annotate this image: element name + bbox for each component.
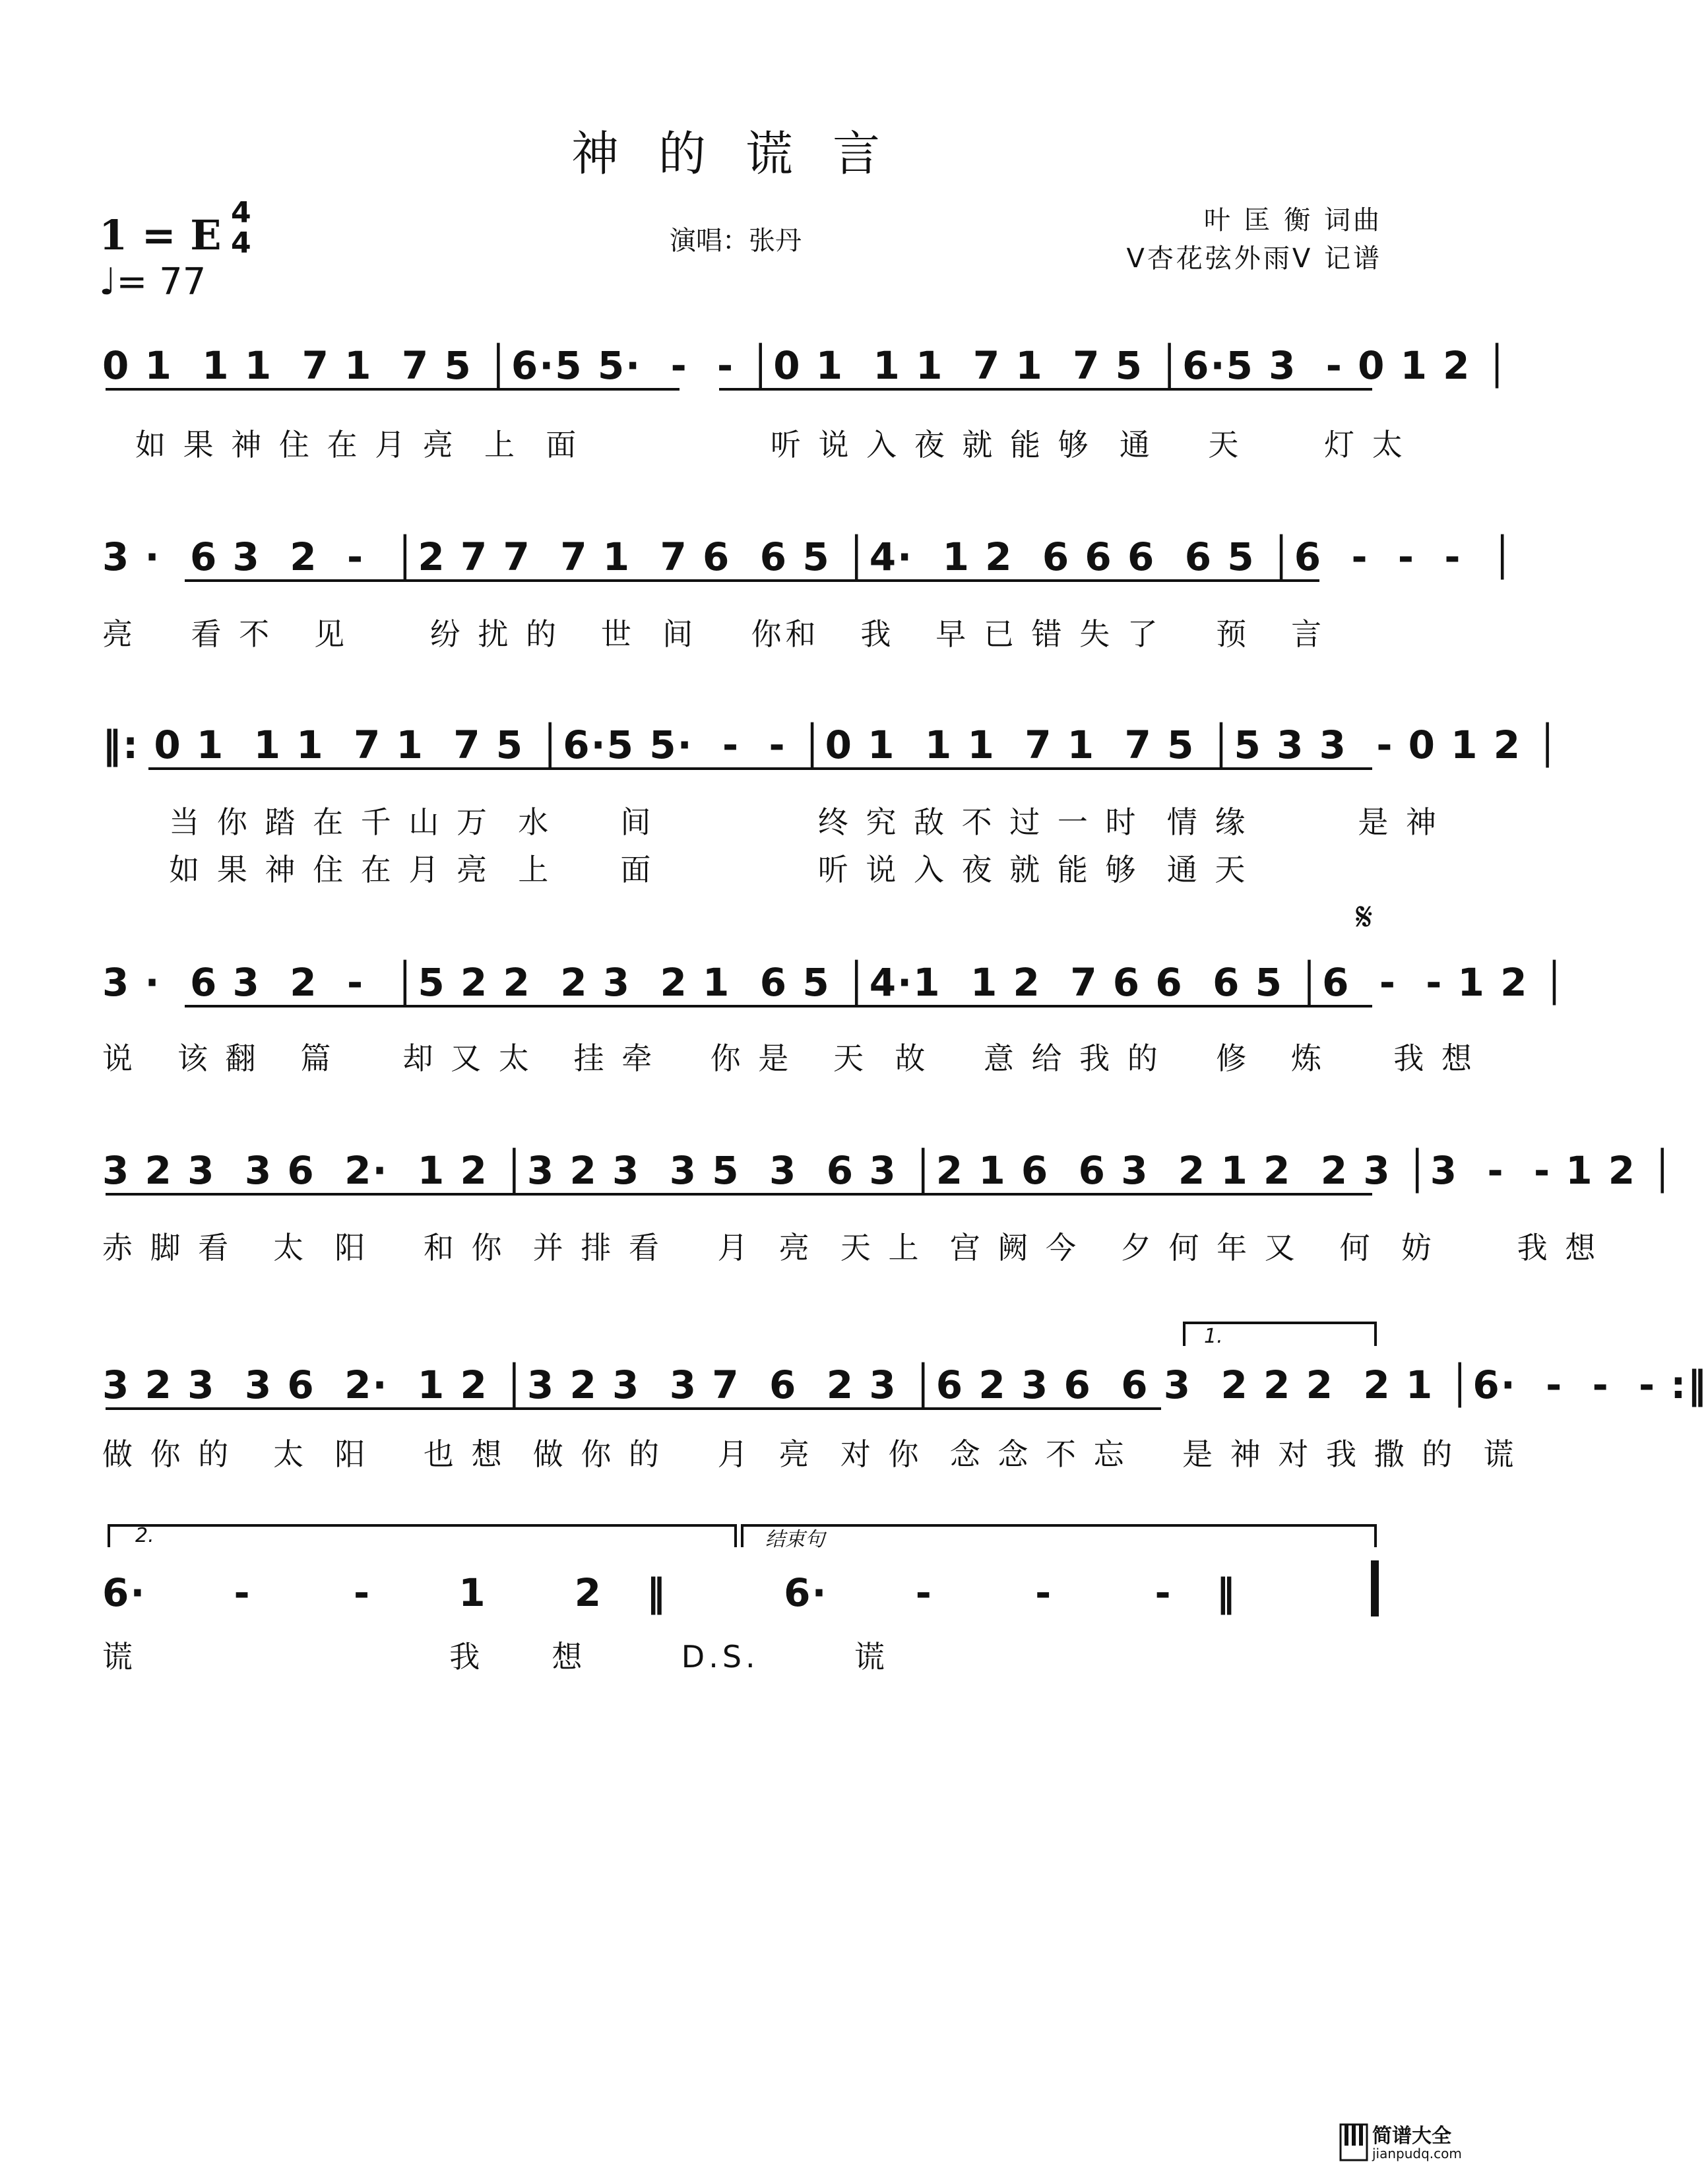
lyrics-row-1: 如 果 神 住 在 月 亮 上 面 听 说 入 夜 就 能 够 通 天 灯 太 xyxy=(135,427,1407,463)
time-signature-top: 4 xyxy=(231,196,251,230)
notation-row-7: 6· - - 1 2 ‖ 6· - - - ‖ xyxy=(102,1570,1237,1615)
coda-bracket xyxy=(742,1525,1376,1547)
second-ending-label: 2. xyxy=(135,1524,154,1547)
lyrics-row-7: 谎 我 想 D.S. 谎 xyxy=(102,1639,889,1675)
notation-row-1: 0 1 1 1 7 1 7 5 │6·5 5· - - │0 1 1 1 7 1 7 5 │6·5 3 - 0 1 2 │ xyxy=(102,343,1510,388)
tempo-marking: ♩= 77 xyxy=(99,261,206,304)
lyrics-row-4: 说 该 翻 篇 却 又 太 挂 牵 你 是 天 故 意 给 我 的 修 炼 我 想 xyxy=(102,1040,1476,1076)
lyrics-row-2: 亮 看 不 见 纷 扰 的 世 间 你和 我 早 已 错 失 了 预 言 xyxy=(102,616,1326,652)
logo-url: jianpudq.com xyxy=(1372,2146,1462,2161)
piano-icon xyxy=(1339,2123,1368,2163)
time-signature-bottom: 4 xyxy=(231,226,251,260)
composer: 叶 匡 衡 词曲 xyxy=(1203,205,1382,236)
notation-row-6: 3 2 3 3 6 2· 1 2 │3 2 3 3 7 6 2 3 │6 2 3 6 6 3 2 2 2 2 1 │6· - - - :‖ xyxy=(102,1362,1708,1407)
notation-row-4: 3 · 6 3 2 - │5 2 2 2 3 2 1 6 5 │4·1 1 2 7 6 6 6 5 │6 - - 1 2 │ xyxy=(102,960,1567,1005)
site-logo xyxy=(1339,2118,1481,2167)
segno-sign: 𝄋 xyxy=(1356,894,1373,940)
logo-text: 简谱大全 xyxy=(1372,2125,1451,2148)
notation-row-2: 3 · 6 3 2 - │2 7 7 7 1 7 6 6 5 │4· 1 2 6 6 6 6 5 │6 - - - │ xyxy=(102,534,1515,579)
second-ending-bracket xyxy=(109,1525,736,1547)
coda-label: 结束句 xyxy=(765,1528,825,1551)
first-ending-label: 1. xyxy=(1204,1325,1223,1348)
lyrics-row-6: 做 你 的 太 阳 也 想 做 你 的 月 亮 对 你 念 念 不 忘 是 神 对 我 撒 的 谎 xyxy=(102,1436,1518,1472)
lyrics-row-3b: 如 果 神 住 在 月 亮 上 面 听 说 入 夜 就 能 够 通 天 xyxy=(142,852,1249,887)
notation-row-5: 3 2 3 3 6 2· 1 2 │3 2 3 3 5 3 6 3 │2 1 6 6 3 2 1 2 2 3 │3 - - 1 2 │ xyxy=(102,1148,1676,1193)
final-barline xyxy=(1371,1560,1379,1616)
first-ending-bracket xyxy=(1184,1323,1376,1346)
lyrics-row-3a: 当 你 踏 在 千 山 万 水 间 终 究 敌 不 过 一 时 情 缘 是 神 xyxy=(142,804,1440,840)
song-title: 神的谎言 xyxy=(571,126,920,181)
notation-row-3: ‖: 0 1 1 1 7 1 7 5 │6·5 5· - - │0 1 1 1 7 1 7 5 │5 3 3 - 0 1 2 │ xyxy=(102,722,1561,767)
key-signature: 1 = E xyxy=(99,211,222,259)
performer: 演唱：张丹 xyxy=(670,226,802,256)
lyrics-row-5: 赤 脚 看 太 阳 和 你 并 排 看 月 亮 天 上 宫 阙 今 夕 何 年 又 何 妨 我 想 xyxy=(102,1230,1600,1265)
transcriber: V杏花弦外雨V 记谱 xyxy=(1126,243,1382,274)
